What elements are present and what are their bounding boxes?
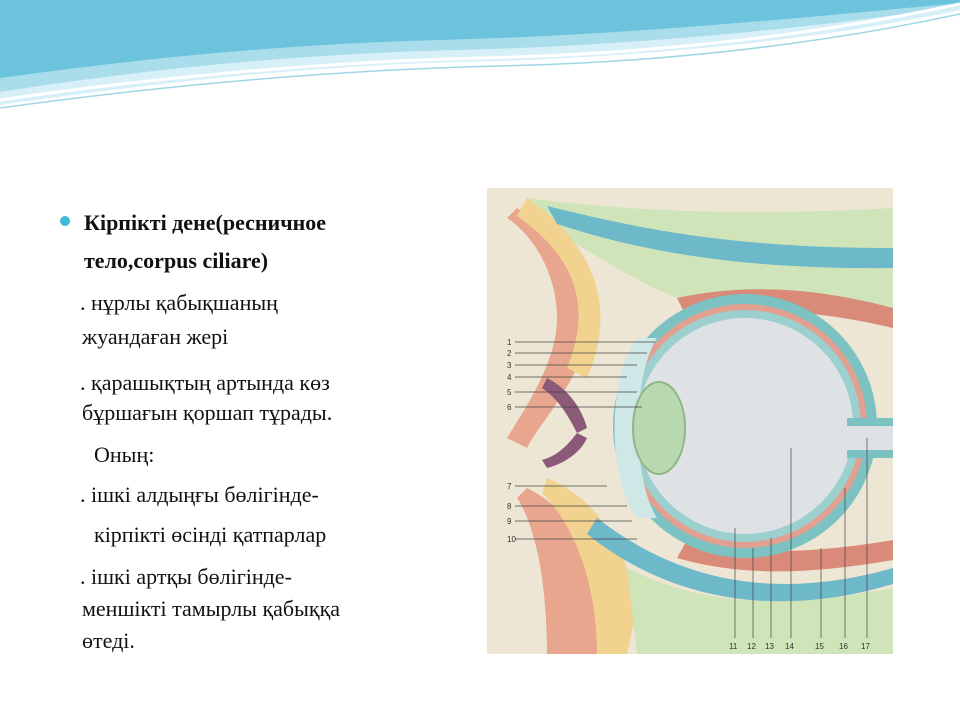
onyn-label: Оның: — [94, 442, 155, 467]
header-wave-decoration — [0, 0, 960, 130]
front-line-2: кірпікті өсінді қатпарлар — [94, 522, 327, 547]
figure-left-label-9: 9 — [507, 517, 512, 526]
back-line-1: . ішкі артқы бөлігінде- — [80, 564, 292, 589]
front-line-1: . ішкі алдыңғы бөлігінде- — [80, 482, 319, 507]
point-1-line-1: . нұрлы қабықшаның — [80, 290, 278, 315]
figure-left-label-7: 7 — [507, 482, 512, 491]
slide-heading-line-1: Кірпікті дене(ресничное — [84, 210, 327, 235]
figure-left-label-5: 5 — [507, 388, 512, 397]
back-line-2: меншікті тамырлы қабыққа — [82, 596, 341, 621]
back-line-3: өтеді. — [82, 628, 135, 653]
figure-bottom-label-14: 14 — [785, 642, 794, 651]
point-2-line-1: . қарашықтың артында көз — [80, 370, 330, 395]
point-1-line-2: жуандаған жері — [82, 324, 229, 349]
figure-left-label-8: 8 — [507, 502, 512, 511]
slide-heading-line-2: тело,corpus ciliare) — [84, 248, 269, 273]
point-2-line-2: бұршағын қоршап тұрады. — [82, 400, 333, 425]
figure-left-label-3: 3 — [507, 361, 512, 370]
eye-anatomy-figure — [487, 188, 893, 654]
figure-left-label-6: 6 — [507, 403, 512, 412]
figure-bottom-label-13: 13 — [765, 642, 774, 651]
figure-bottom-label-12: 12 — [747, 642, 756, 651]
figure-bottom-label-16: 16 — [839, 642, 848, 651]
figure-bottom-label-11: 11 — [729, 642, 738, 651]
bullet-dot-icon — [60, 216, 70, 226]
figure-left-label-1: 1 — [507, 338, 512, 347]
eye-anatomy-illustration — [487, 188, 893, 654]
figure-left-label-4: 4 — [507, 373, 512, 382]
figure-left-label-2: 2 — [507, 349, 512, 358]
figure-bottom-label-17: 17 — [861, 642, 870, 651]
figure-left-label-10: 10 — [507, 535, 516, 544]
figure-bottom-label-15: 15 — [815, 642, 824, 651]
